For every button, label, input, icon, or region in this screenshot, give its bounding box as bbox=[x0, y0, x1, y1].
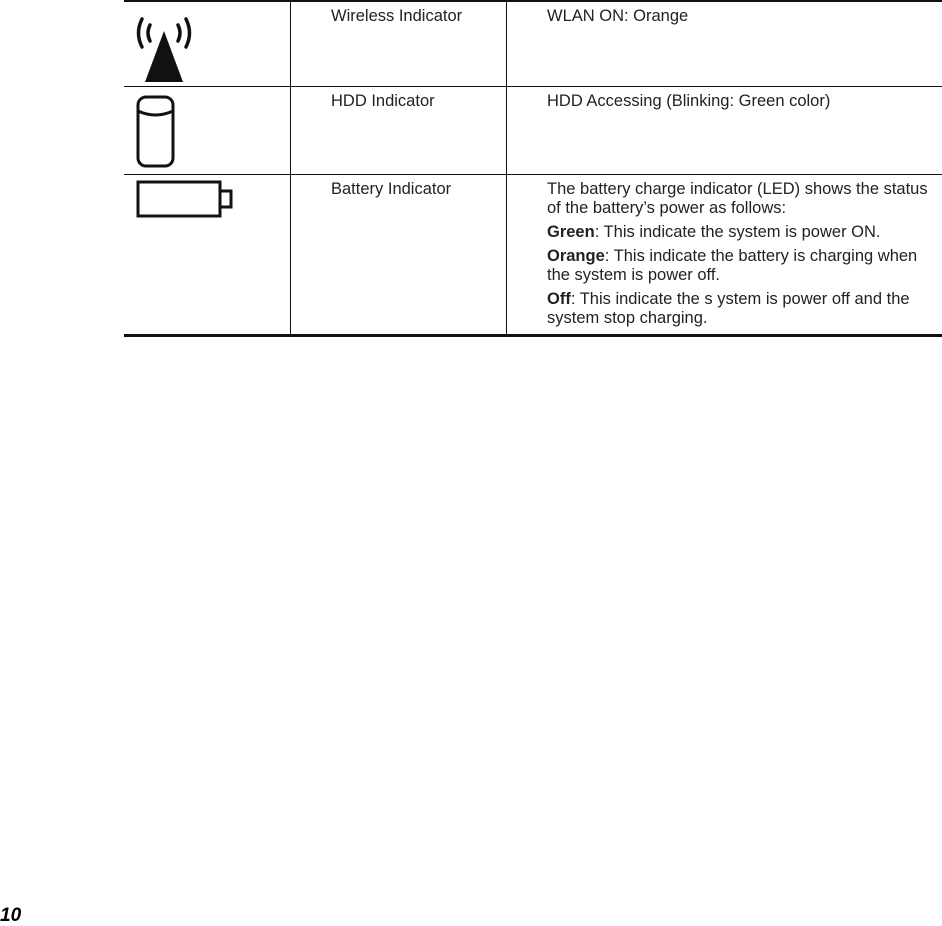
table-row bbox=[124, 1, 942, 87]
icon-cell bbox=[124, 1, 291, 87]
battery-icon bbox=[135, 179, 237, 223]
description bbox=[507, 2, 942, 26]
icon-box bbox=[124, 2, 290, 86]
indicator-name: HDD Indicator bbox=[331, 92, 435, 110]
icon-box bbox=[124, 175, 290, 334]
wireless-icon bbox=[134, 9, 194, 85]
description-intro: The battery charge indicator (LED) shows the status of the battery’s power as follows: bbox=[547, 180, 928, 217]
description-text: HDD Accessing (Blinking: Green color) bbox=[547, 92, 831, 110]
state-label: Orange bbox=[547, 247, 605, 265]
indicator-table bbox=[124, 0, 942, 337]
description-cell bbox=[507, 87, 942, 175]
icon-cell bbox=[124, 175, 291, 336]
name-cell bbox=[291, 175, 507, 336]
icon-cell bbox=[124, 87, 291, 175]
description-text: WLAN ON: Orange bbox=[547, 7, 689, 25]
state-text: : This indicate the battery is charging when the system is power off. bbox=[547, 247, 918, 284]
battery-state-orange bbox=[547, 247, 934, 285]
indicator-name: Wireless Indicator bbox=[331, 7, 463, 25]
indicator-name: Battery Indicator bbox=[331, 180, 452, 198]
state-text: : This indicate the system is power ON. bbox=[594, 223, 881, 241]
icon-box bbox=[124, 87, 290, 174]
state-text: : This indicate the s ystem is power off and the system stop charging. bbox=[547, 290, 910, 327]
state-label: Green bbox=[547, 223, 595, 241]
battery-state-green bbox=[547, 223, 934, 242]
state-label: Off bbox=[547, 290, 571, 308]
table-row bbox=[124, 87, 942, 175]
hdd-icon bbox=[135, 94, 179, 170]
description bbox=[507, 175, 942, 328]
description-cell bbox=[507, 1, 942, 87]
name-cell bbox=[291, 1, 507, 87]
battery-state-off bbox=[547, 290, 934, 328]
name-cell bbox=[291, 87, 507, 175]
page-number: 10 bbox=[0, 905, 22, 926]
table-row bbox=[124, 175, 942, 336]
description-cell bbox=[507, 175, 942, 336]
description bbox=[507, 87, 942, 111]
